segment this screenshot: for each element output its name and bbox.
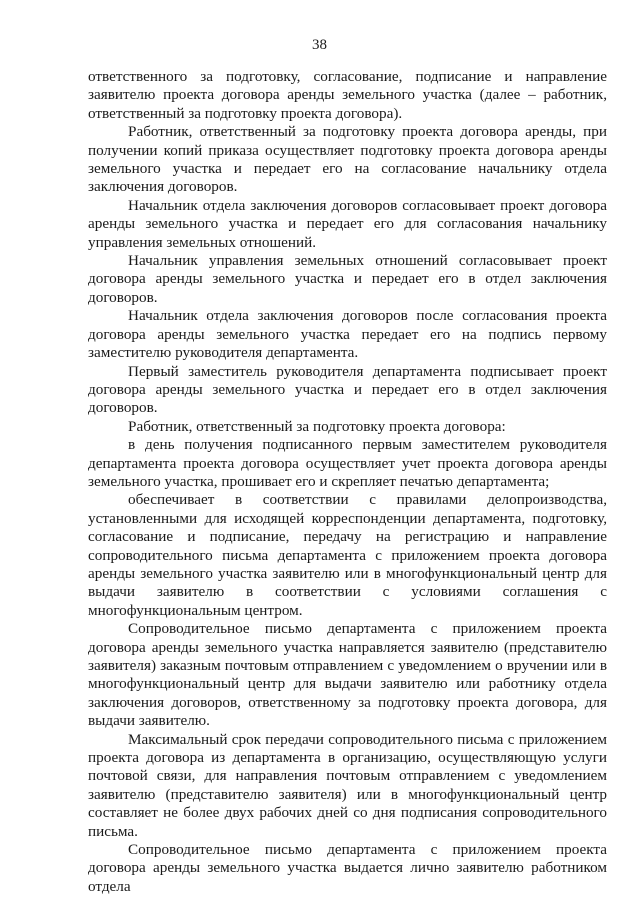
paragraph: Работник, ответственный за подготовку проекта договора аренды, при получении копий приказа осуществляет подготовку проекта договора аренды земельного участка и передает его на согласование начальнику отдела заключения договоров. (88, 123, 607, 196)
paragraph: Работник, ответственный за подготовку проекта договора: (128, 417, 506, 435)
paragraph-continuation: ответственного за подготовку, согласование, подписание и направление заявителю проекта договора аренды земельного участка (далее – работник, ответственный за подготовку проекта договора). (88, 68, 607, 122)
paragraph: обеспечивает в соответствии с правилами делопроизводства, установленными для исходящей корреспонденции департамента, подготовку, согласование и подписание, передачу на регистрацию и направление сопроводительного письма департамента с приложением проекта договора аренды земельного участка заявителю или в многофункциональный центр для выдачи заявителю в соответствии с условиями соглашения с многофункциональным центром. (88, 491, 607, 619)
paragraph: Начальник отдела заключения договоров после согласования проекта договора аренды земельного участка передает его на подпись первому заместителю руководителя департамента. (88, 307, 607, 362)
paragraph: Начальник отдела заключения договоров согласовывает проект договора аренды земельного участка и передает его для согласования начальнику управления земельных отношений. (88, 196, 607, 251)
paragraph: в день получения подписанного первым заместителем руководителя департамента проекта договора осуществляет учет проекта договора аренды земельного участка, прошивает его и скрепляет печатью департамента; (88, 436, 607, 490)
paragraph: Максимальный срок передачи сопроводительного письма с приложением проекта договора из департамента в организацию, осуществляющую услуги почтовой связи, для направления почтовым отправлением с уведомлением заявителю (представителю заявителя) или в многофункциональный центр составляет не более двух рабочих дней со дня подписания сопроводительного письма. (88, 730, 607, 840)
paragraph: Сопроводительное письмо департамента с приложением проекта договора аренды земельного участка выдается лично заявителю работником отдела (88, 841, 607, 895)
paragraph: Первый заместитель руководителя департамента подписывает проект договора аренды земельного участка и передает его в отдел заключения договоров. (88, 362, 607, 417)
paragraph: Начальник управления земельных отношений согласовывает проект договора аренды земельного участка и передает его в отдел заключения договоров. (88, 252, 607, 306)
paragraph: Сопроводительное письмо департамента с приложением проекта договора аренды земельного участка направляется заявителю (представителю заявителя) заказным почтовым отправлением с уведомлением о вручении или в многофункциональный центр для выдачи заявителю или работнику отдела заключения договоров, ответственному за подготовку проекта договора, для выдачи заявителю. (88, 620, 607, 730)
page-number: 38 (312, 37, 327, 53)
document-body (88, 68, 607, 896)
